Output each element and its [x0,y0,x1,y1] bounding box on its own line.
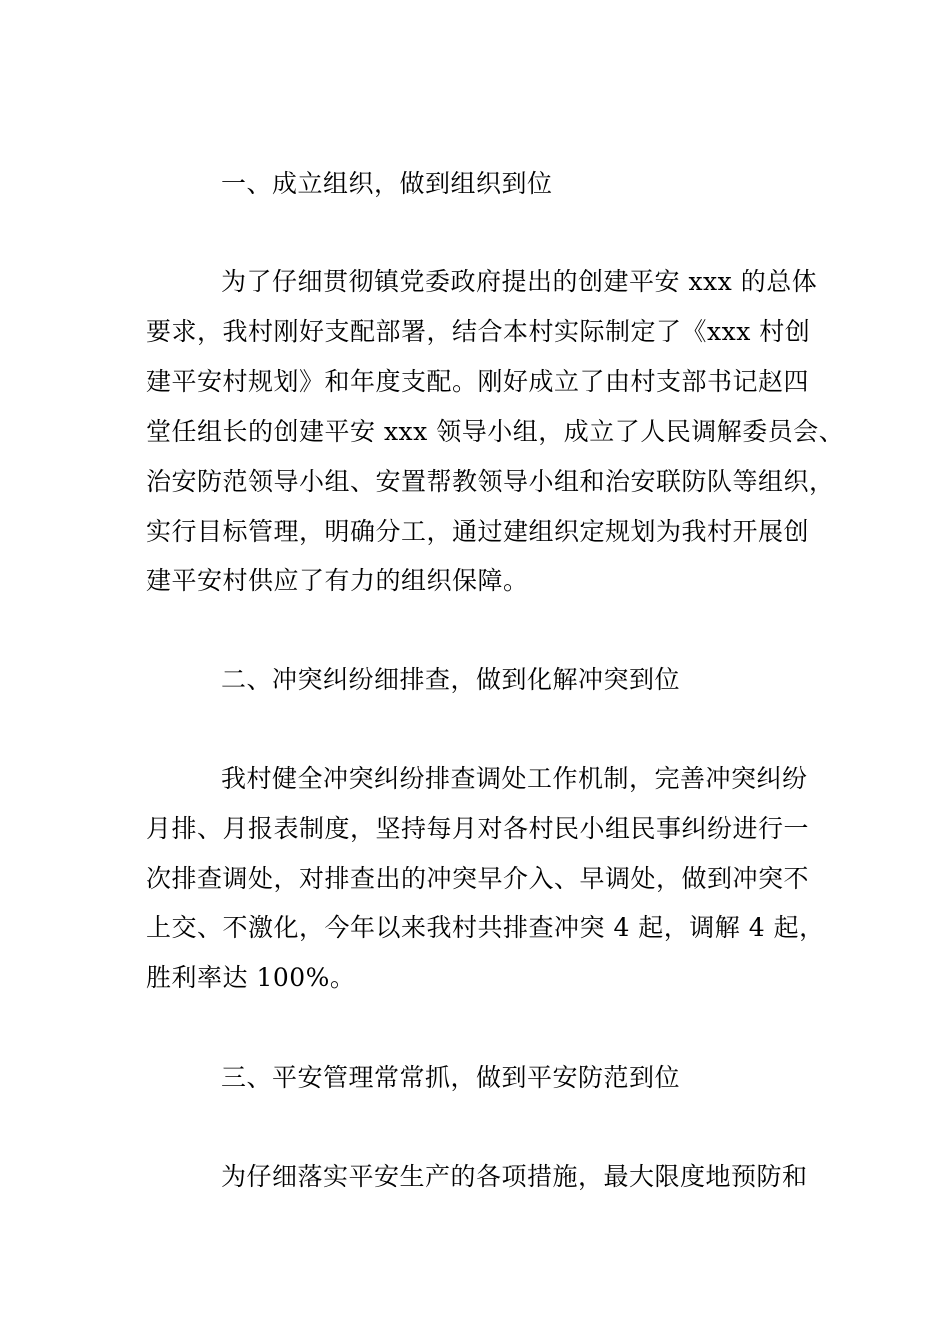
paragraph-2-line-4: 上交、不激化，今年以来我村共排查冲突 4 起，调解 4 起， [146,913,825,942]
paragraph-2-line-1: 我村健全冲突纠纷排查调处工作机制，完善冲突纠纷 [221,764,808,793]
paragraph-1-line-5: 治安防范领导小组、安置帮教领导小组和治安联防队等组织， [146,467,835,496]
paragraph-1-line-2: 要求，我村刚好支配部署，结合本村实际制定了《xxx 村创 [146,317,811,346]
paragraph-2-line-3: 次排查调处，对排查出的冲突早介入、早调处，做到冲突不 [146,864,810,893]
paragraph-3-line-1: 为仔细落实平安生产的各项措施，最大限度地预防和 [221,1162,808,1191]
section-heading-3: 三、平安管理常常抓，做到平安防范到位 [221,1063,681,1092]
paragraph-1-line-4: 堂任组长的创建平安 xxx 领导小组，成立了人民调解委员会、 [146,417,845,446]
section-heading-1: 一、成立组织，做到组织到位 [221,169,553,198]
paragraph-1-line-1: 为了仔细贯彻镇党委政府提出的创建平安 xxx 的总体 [221,267,818,296]
paragraph-2-line-2: 月排、月报表制度，坚持每月对各村民小组民事纠纷进行一 [146,814,810,843]
paragraph-1-line-6: 实行目标管理，明确分工，通过建组织定规划为我村开展创 [146,517,810,546]
paragraph-2-line-5: 胜利率达 100%。 [146,963,356,992]
section-heading-2: 二、冲突纠纷细排查，做到化解冲突到位 [221,665,681,694]
paragraph-1-line-3: 建平安村规划》和年度支配。刚好成立了由村支部书记赵四 [146,367,810,396]
paragraph-1-line-7: 建平安村供应了有力的组织保障。 [146,566,529,595]
